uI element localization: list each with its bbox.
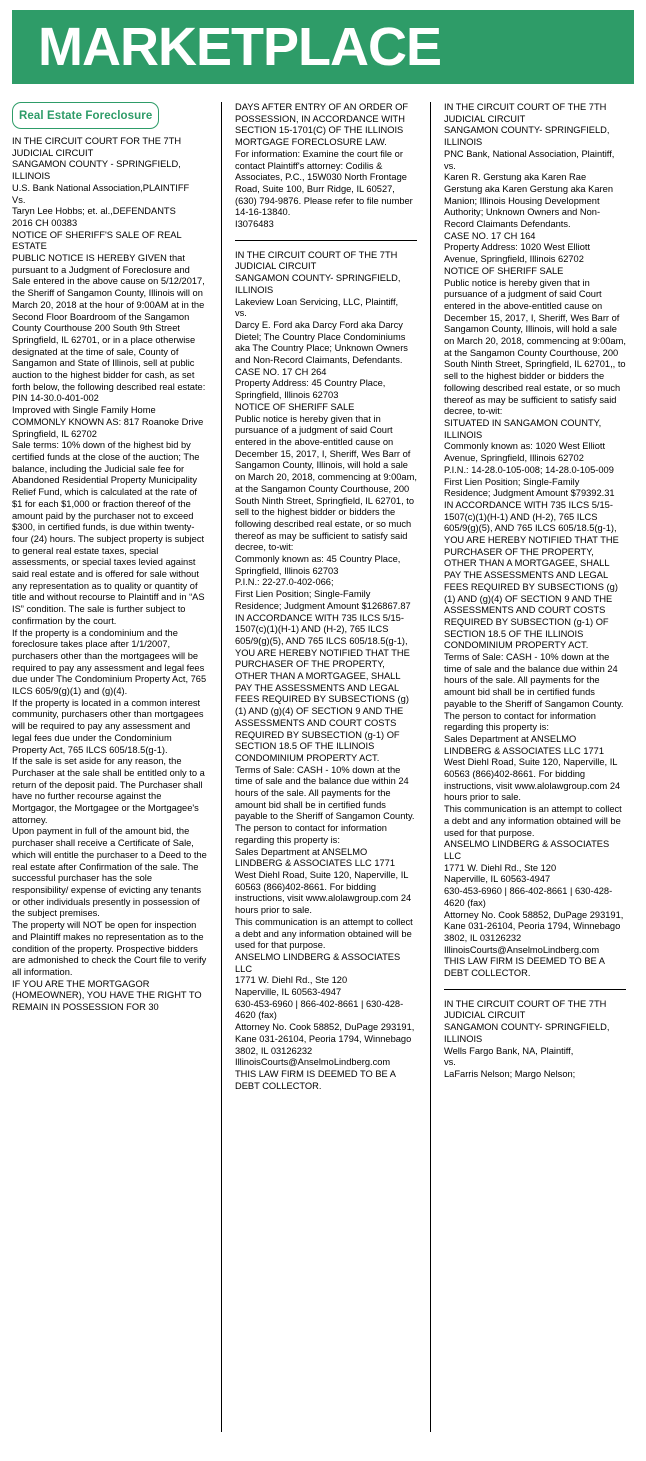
ad-line: IN ACCORDANCE WITH 735 ILCS 5/15-1507(c)(1)(H-1) AND (H-2), 765 ILCS 605/9(g)(5), AND 765 ILCS 605/18.5(g-1), YOU ARE HEREBY NOTIFIED THAT THE PURCHASER OF THE PROPERTY, OTHER THAN A MORTGAGEE, SHALL PAY THE ASSESSMENTS AND LEGAL FEES REQUIRED BY SUBSECTIONS (g)(1) AND (g)(4) OF SECTION 9 AND THE ASSESSMENTS AND COURT COSTS REQUIRED BY SUBSECTION (g-1) OF SECTION 18.5 OF THE ILLINOIS CONDOMINIUM PROPERTY ACT.: [235, 612, 410, 763]
page-title: MARKETPLACE: [38, 17, 441, 77]
ad-line: Terms of Sale: CASH - 10% down at the time of sale and the balance due within 24 hours of the sale. All payments for the amount bid shall be in certified funds payable to the Sheriff of Sangamon County.: [235, 764, 415, 822]
ad-line: Public notice is hereby given that in pursuance of a judgment of said Court entered in the above-entitled cause on December 15, 2017, I, Sheriff, Wes Barr of Sangamon County, Illinois, will hold a sale on March 20, 2018, commencing at 9:00am, at the Sangamon County Courthouse, 200 South Ninth Street, Springfield, IL 62701, to sell to the highest bidder or bidders the following described real estate, or so much thereof as may be sufficient to satisfy said decree, to-wit:: [235, 413, 417, 553]
ad-line: This communication is an attempt to collect a debt and any information obtained will be used for that purpose.: [235, 916, 413, 951]
ad-line: IN THE CIRCUIT COURT OF THE 7TH JUDICIAL CIRCUIT: [444, 102, 607, 124]
ad-line: IN ACCORDANCE WITH 735 ILCS 5/15-1507(c)(1)(H-1) AND (H-2), 765 ILCS 605/9(g)(5), AND 765 ILCS 605/18.5(g-1), YOU ARE HEREBY NOTIFIED THAT THE PURCHASER OF THE PROPERTY, OTHER THAN A MORTGAGEE, SHALL PAY THE ASSESSMENTS AND LEGAL FEES REQUIRED BY SUBSECTIONS (g)(1) AND (g)(4) OF SECTION 9 AND THE ASSESSMENTS AND COURT COSTS REQUIRED BY SUBSECTION (g-1) OF SECTION 18.5 OF THE ILLINOIS CONDOMINIUM PROPERTY ACT.: [444, 499, 619, 651]
ad-line: Attorney No. Cook 58852, DuPage 293191, Kane 031-26104, Peoria 1794, Winnebago 3802, IL 03126232: [444, 909, 624, 943]
ad-line: The property will NOT be open for inspection and Plaintiff makes no representation as to the condition of the property. Prospective bidders are admonished to check the Court file to verify all information.: [12, 920, 207, 977]
section-header-real-estate-foreclosure: [12, 102, 159, 129]
ad-line: Attorney No. Cook 58852, DuPage 293191, Kane 031-26104, Peoria 1794, Winnebago 3802, IL 03126232: [235, 1022, 415, 1056]
ad-line: ANSELMO LINDBERG & ASSOCIATES LLC: [235, 951, 401, 974]
ad-line: DAYS AFTER ENTRY OF AN ORDER OF POSSESSION, IN ACCORDANCE WITH SECTION 15-1701(C) OF THE ILLINOIS MORTGAGE FORECLOSURE LAW.: [235, 102, 409, 148]
column-3-body: [444, 102, 626, 1081]
marketplace-page: [0, 10, 646, 1461]
ad-divider: [235, 240, 417, 241]
ad-line: Karen R. Gerstung aka Karen Rae Gerstung aka Karen Gerstung aka Karen Manion; Illinois Housing Development Authority; Unknown Owners and Non-Record Claimants Defendants.: [444, 172, 613, 230]
ad-line: Sale terms: 10% down of the highest bid by certified funds at the close of the auction; The balance, including the Judicial sale fee for Abandoned Residential Property Municipality Relief Fund, which is calculated at the rate of $1 for each $1,000 or fraction thereof of the amount paid by the purchaser not to exceed $300, in certified funds, is due within twenty-four (24) hours. The subject property is subject to general real estate taxes, special assessments, or special taxes levied against said real estate and is offered for sale without any representation as to quality or quantity of title and without recourse to Plaintiff and in “AS IS” condition. The sale is further subject to confirmation by the court.: [12, 440, 205, 626]
ad-line: IN THE CIRCUIT COURT OF THE 7TH JUDICIAL CIRCUIT: [444, 998, 607, 1021]
ad-line: Vs.: [12, 194, 26, 205]
ad-line: Terms of Sale: CASH - 10% down at the time of sale and the balance due within 24 hours of the sale. All payments for the amount bid shall be in certified funds payable to the Sheriff of Sangamon County.: [444, 652, 624, 709]
ad-line: Wells Fargo Bank, NA, Plaintiff,: [444, 1045, 574, 1056]
ad-line: 630-453-6960 | 866-402-8661 | 630-428-4620 (fax): [444, 886, 613, 908]
ad-line: COMMONLY KNOWN AS: 817 Roanoke Drive: [12, 416, 204, 427]
ad-line: ANSELMO LINDBERG & ASSOCIATES LLC: [444, 839, 610, 861]
ad-line: 1771 W. Diehl Rd., Ste 120: [235, 975, 348, 986]
ad-line: P.I.N.: 14-28.0-105-008; 14-28.0-105-009: [444, 464, 614, 475]
legal-notice-ad: [444, 102, 626, 980]
ad-line: Naperville, IL 60563-4947: [235, 987, 342, 998]
ad-line: For information: Examine the court file or contact Plaintiff's attorney: Codilis & Associates, P.C., 15W030 North Frontage Road, Suite 100, Burr Ridge, IL 60527, (630) 794-9876. Please refer to file number 14-16-13840.: [235, 148, 413, 218]
ad-line: Taryn Lee Hobbs; et. al.,DEFENDANTS: [12, 206, 176, 217]
ad-line: PIN 14-30.0-401-002: [12, 393, 99, 404]
column-2: [221, 102, 417, 1432]
column-1: [12, 102, 208, 1432]
ad-line: IllinoisCourts@AnselmoLindberg.com: [235, 1057, 391, 1068]
ad-line: Improved with Single Family Home: [12, 405, 156, 416]
legal-notice-ad: [12, 136, 208, 1014]
ad-line: Sales Department at ANSELMO LINDBERG & ASSOCIATES LLC 1771 West Diehl Road, Suite 120, Naperville, IL 60563 (866)402-8661. For bidding instructions, visit www.alolawgroup.com 24 hours prior to sale.: [444, 733, 621, 803]
ad-line: CASE NO. 17 CH 264: [235, 366, 327, 377]
classifieds-columns: [12, 102, 634, 1432]
ad-line: P.I.N.: 22-27.0-402-066;: [235, 577, 334, 588]
ad-line: Upon payment in full of the amount bid, the purchaser shall receive a Certificate of Sale, which will entitle the purchaser to a Deed to the real estate after Confirmation of the sale. The successful purchaser has the sole responsibility/ expense of evicting any tenants or other individuals presently in possession of the subject premises.: [12, 826, 207, 919]
ad-line: NOTICE OF SHERIFF SALE: [235, 401, 355, 412]
ad-line: Commonly known as: 45 Country Place, Springfield, Illinois 62703: [235, 554, 401, 576]
ad-line: SANGAMON COUNTY- SPRINGFIELD, ILLINOIS: [444, 125, 610, 148]
column-1-body: [12, 136, 208, 1014]
ad-line: 1771 W. Diehl Rd., Ste 120: [444, 862, 557, 873]
ad-line: THIS LAW FIRM IS DEEMED TO BE A DEBT COLLECTOR.: [444, 956, 605, 979]
ad-line: IN THE CIRCUIT COURT FOR THE 7TH JUDICIAL CIRCUIT: [12, 136, 182, 158]
section-header-label: Real Estate Foreclosure: [19, 110, 153, 122]
ad-line: If the property is a condominium and the foreclosure takes place after 1/1/2007, purchasers other than the mortgagees will be required to pay any assessment and legal fees due under The Condominium Property Act, 765 ILCS 605/9(g)(1) and (g)(4).: [12, 627, 207, 697]
ad-line: vs.: [444, 160, 456, 171]
ad-line: The person to contact for information regarding this property is:: [235, 823, 387, 845]
ad-line: vs.: [444, 1057, 456, 1068]
ad-line: First Lien Position; Single-Family Residence; Judgment Amount $126867.87: [235, 589, 411, 611]
ad-line: First Lien Position; Single-Family Residence; Judgment Amount $79392.31: [444, 476, 615, 499]
ad-line: Naperville, IL 60563-4947: [444, 874, 551, 885]
ad-line: If the property is located in a common interest community, purchasers other than mortgagees will be required to pay any assessment and legal fees due under the Condominium Property Act, 765 ILCS 605/18.5(g-1).: [12, 697, 204, 755]
ad-line: U.S. Bank National Association,PLAINTIFF: [12, 182, 190, 193]
ad-line: Property Address: 1020 West Elliott Avenue, Springfield, Illinois 62702: [444, 242, 591, 265]
ad-line: Public notice is hereby given that in pursuance of a judgment of said Court entered in the above-entitled cause on December 15, 2017, I, Sheriff, Wes Barr of Sangamon County, Illinois, will hold a sale on March 20, 2018, commencing at 9:00am, at the Sangamon County Courthouse, 200 South Ninth Street, Springfield, IL 62701,, to sell to the highest bidder or bidders the following described real estate, or so much thereof as may be sufficient to satisfy said decree, to-wit:: [444, 277, 626, 417]
ad-line: SANGAMON COUNTY- SPRINGFIELD, ILLINOIS: [235, 273, 401, 295]
legal-notice-ad: [235, 250, 417, 1093]
ad-line: SITUATED IN SANGAMON COUNTY, ILLINOIS: [444, 417, 602, 440]
ad-line: Springfield, IL 62702: [12, 428, 97, 439]
ad-line: SANGAMON COUNTY- SPRINGFIELD, ILLINOIS: [444, 1022, 610, 1044]
ad-line: I3076483: [235, 219, 274, 230]
legal-notice-ad: [235, 102, 417, 231]
ad-line: PNC Bank, National Association, Plaintiff,: [444, 148, 615, 159]
masthead-banner: [12, 10, 634, 84]
ad-line: Sales Department at ANSELMO LINDBERG & ASSOCIATES LLC 1771 West Diehl Road, Suite 120, Naperville, IL 60563 (866)402-8661. For bidding instructions, visit www.alolawgroup.com 24 hours prior to sale.: [235, 846, 412, 916]
column-3: [430, 102, 626, 1432]
ad-line: SANGAMON COUNTY - SPRINGFIELD, ILLINOIS: [12, 159, 181, 182]
ad-line: THIS LAW FIRM IS DEEMED TO BE A DEBT COLLECTOR.: [235, 1068, 396, 1091]
ad-line: Property Address: 45 Country Place, Springfield, Illinois 62703: [235, 378, 386, 401]
ad-line: 2016 CH 00383: [12, 217, 78, 228]
ad-line: IN THE CIRCUIT COURT OF THE 7TH JUDICIAL CIRCUIT: [235, 249, 398, 272]
ad-line: 630-453-6960 | 866-402-8661 | 630-428-4620 (fax): [235, 998, 404, 1021]
ad-line: NOTICE OF SHERIFF'S SALE OF REAL ESTATE: [12, 229, 182, 252]
ad-line: IF YOU ARE THE MORTGAGOR (HOMEOWNER), YOU HAVE THE RIGHT TO REMAIN IN POSSESSION FOR 30: [12, 978, 202, 1013]
ad-line: This communication is an attempt to collect a debt and any information obtained will be used for that purpose.: [444, 804, 622, 838]
ad-line: Commonly known as: 1020 West Elliott Avenue, Springfield, Illinois 62702: [444, 441, 606, 464]
ad-divider: [444, 989, 626, 990]
column-2-body: [235, 102, 417, 1092]
ad-line: Darcy E. Ford aka Darcy Ford aka Darcy Dietel; The Country Place Condominiums aka The Country Place; Unknown Owners and Non-Record Claimants, Defendants.: [235, 319, 408, 366]
ad-line: LaFarris Nelson; Margo Nelson;: [444, 1068, 576, 1079]
ad-line: If the sale is set aside for any reason, the Purchaser at the sale shall be entitled only to a return of the deposit paid. The Purchaser shall have no further recourse against the Mortgagor, the Mortgagee or the Mortgagee's attorney.: [12, 756, 205, 825]
ad-line: NOTICE OF SHERIFF SALE: [444, 265, 564, 276]
ad-line: Lakeview Loan Servicing, LLC, Plaintiff,: [235, 296, 399, 307]
ad-line: CASE NO. 17 CH 164: [444, 230, 536, 241]
ad-line: vs.: [235, 308, 247, 319]
ad-line: IllinoisCourts@AnselmoLindberg.com: [444, 944, 600, 955]
ad-line: The person to contact for information regarding this property is:: [444, 710, 596, 733]
legal-notice-ad: [444, 999, 626, 1081]
ad-line: PUBLIC NOTICE IS HEREBY GIVEN that pursuant to a Judgment of Foreclosure and Sale entered in the above cause on 5/12/2017, the Sheriff of Sangamon County, Illinois will on March 20, 2018 at the hour of 9:00AM at in the Second Floor Boardroom of the Sangamon County Courthouse 200 South 9th Street Springfield, IL 62701, or in a place otherwise designated at the time of sale, County of Sangamon and State of Illinois, sell at public auction to the highest bidder for cash, as set forth below, the following described real estate:: [12, 253, 206, 392]
